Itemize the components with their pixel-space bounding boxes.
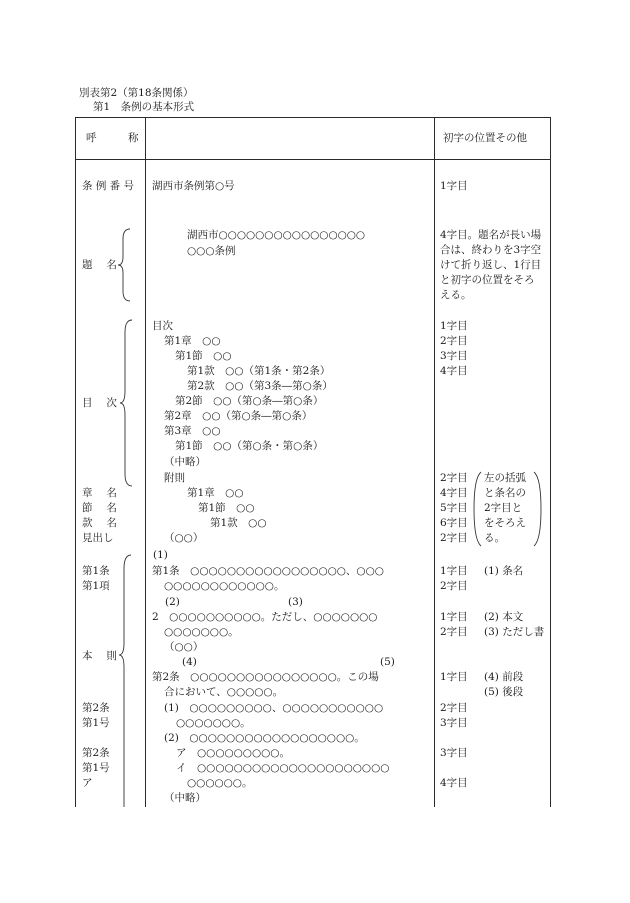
label-caption: 見出し (82, 532, 114, 544)
subsection-line: 第1款 ○○ (210, 517, 267, 529)
main-note: (4) 前段 (484, 671, 524, 683)
chapter-pos: 2字目 (440, 472, 468, 484)
chapter-note: をそろえ (484, 517, 526, 529)
mark-label: (2) (165, 596, 180, 608)
label-section-name: 節 名 (82, 502, 117, 514)
section-heading: 第1 条例の基本形式 (93, 101, 195, 113)
main-note: (5) 後段 (484, 686, 524, 698)
main-note: (1) 条名 (484, 565, 524, 577)
main-line: （○○） (164, 641, 204, 653)
note-close-paren-icon (532, 472, 542, 546)
contents-line: 第1款 ○○（第1条・第2条） (187, 365, 331, 377)
main-pos: 3字目 (440, 747, 468, 759)
chapter-pos: 6字目 (440, 517, 468, 529)
chapter-pos: 2字目 (440, 532, 468, 544)
contents-brace-icon (120, 320, 136, 486)
main-line: ○○○○○○。 (187, 777, 253, 789)
main-line: (1) ○○○○○○○○○、○○○○○○○○○○○ (164, 702, 384, 714)
contents-pos: 1字目 (440, 320, 468, 332)
chapter-note: る。 (484, 532, 505, 544)
main-line: 2 ○○○○○○○○○○。ただし、○○○○○○○ (152, 611, 378, 623)
ordinance-number-pos: 1字目 (440, 180, 468, 192)
title-line-2: ○○○条例 (187, 245, 236, 257)
main-pos: 1字目 (440, 671, 468, 683)
main-pos: 2字目 (440, 626, 468, 638)
chapter-note: 2字目と (484, 502, 523, 514)
note-open-paren-icon (473, 472, 483, 546)
title-brace-icon (118, 229, 134, 301)
contents-line: 目次 (152, 320, 173, 332)
caption-line: （○○） (164, 532, 204, 544)
main-pos: 1字目 (440, 611, 468, 623)
main-provisions-brace-icon (119, 555, 135, 807)
chapter-line: 第1章 ○○ (187, 487, 244, 499)
main-pos: 2字目 (440, 580, 468, 592)
title-note-2: 合は、終わりを3字空 (440, 244, 542, 256)
main-pos: 4字目 (440, 777, 468, 789)
mark-label: (1) (153, 549, 168, 561)
main-line: イ ○○○○○○○○○○○○○○○○○○○○○ (176, 762, 390, 774)
header-name: 呼 称 (86, 132, 139, 144)
contents-line: 第3章 ○○ (164, 425, 221, 437)
title-note-5: える。 (440, 289, 472, 301)
mark-label: (5) (380, 656, 395, 668)
main-pos: 1字目 (440, 565, 468, 577)
label-contents: 目 次 (82, 397, 117, 409)
header-position: 初字の位置その他 (443, 132, 527, 144)
side-label: 第2条 (82, 702, 110, 714)
main-note: (3) ただし書 (484, 626, 545, 638)
main-line: ア ○○○○○○○○○。 (176, 747, 290, 759)
section-line: 第1節 ○○ (198, 502, 255, 514)
mark-label: (4) (182, 656, 197, 668)
main-pos: 2字目 (440, 702, 468, 714)
label-subsection-name: 款 名 (82, 517, 117, 529)
side-label: 第1項 (82, 580, 110, 592)
contents-pos: 2字目 (440, 335, 468, 347)
chapter-pos: 5字目 (440, 502, 468, 514)
main-line: 合において、○○○○○。 (164, 686, 284, 698)
chapter-note: 左の括弧 (484, 472, 526, 484)
main-line: 第1条 ○○○○○○○○○○○○○○○○○、○○○ (152, 565, 384, 577)
main-line: ○○○○○○○○○○○○。 (164, 580, 285, 592)
side-label: 第2条 (82, 747, 110, 759)
annex-heading: 別表第2（第18条関係） (79, 87, 194, 99)
title-note-3: けて折り返し、1行目 (440, 259, 542, 271)
title-note-4: と初字の位置をそろ (440, 274, 535, 286)
side-label: 第1条 (82, 565, 110, 577)
contents-line: 第1節 ○○ (175, 350, 232, 362)
contents-line: 附則 (164, 472, 185, 484)
label-main-provisions: 本 則 (82, 650, 117, 662)
contents-line: 第1節 ○○（第○条・第○条） (175, 440, 324, 452)
main-note: (2) 本文 (484, 611, 524, 623)
contents-line: 第2款 ○○（第3条―第○条） (187, 380, 333, 392)
mark-label: (3) (288, 596, 303, 608)
main-line: （中略） (164, 792, 206, 804)
contents-line: （中略） (164, 456, 206, 468)
chapter-pos: 4字目 (440, 487, 468, 499)
main-line: 第2条 ○○○○○○○○○○○○○○○○。この場 (152, 671, 379, 683)
title-line-1: 湖西市○○○○○○○○○○○○○○○○ (187, 229, 366, 241)
main-line: ○○○○○○○。 (176, 717, 251, 729)
label-title: 題 名 (82, 259, 117, 271)
main-line: ○○○○○○○。 (164, 626, 239, 638)
label-ordinance-number: 条 例 番 号 (82, 180, 135, 192)
contents-pos: 3字目 (440, 350, 468, 362)
main-pos: 3字目 (440, 717, 468, 729)
title-note-1: 4字目。題名が長い場 (440, 229, 542, 241)
contents-line: 第2節 ○○（第○条―第○条） (175, 395, 324, 407)
ordinance-number-text: 湖西市条例第○号 (152, 180, 235, 192)
contents-pos: 4字目 (440, 365, 468, 377)
side-label: 第1号 (82, 717, 110, 729)
contents-line: 第2章 ○○（第○条―第○条） (164, 410, 313, 422)
label-chapter-name: 章 名 (82, 487, 117, 499)
chapter-note: と条名の (484, 487, 526, 499)
contents-line: 第1章 ○○ (164, 335, 221, 347)
side-label: 第1号 (82, 762, 110, 774)
main-line: (2) ○○○○○○○○○○○○○○○○○○。 (164, 732, 365, 744)
side-label: ア (82, 777, 93, 789)
